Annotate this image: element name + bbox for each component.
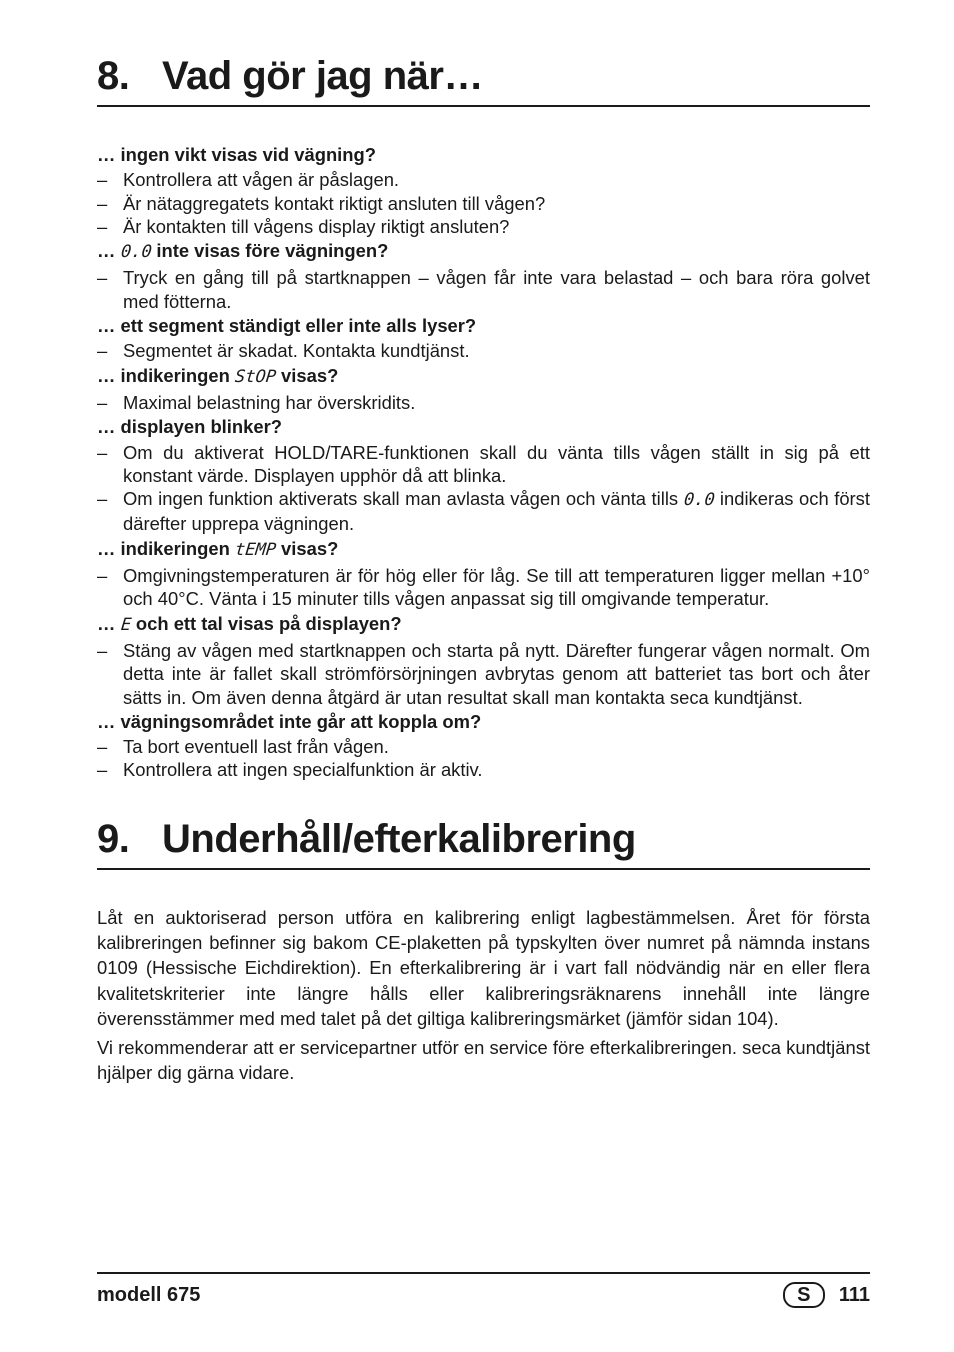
troubleshooting-list [97,142,870,782]
section-9-heading [97,817,870,870]
bullet-dash: – [97,736,108,758]
answer-item [97,487,870,536]
answer-item [97,391,870,414]
question-prefix: … [97,612,116,634]
answer-text-part: Om ingen funktion aktiverats skall man avlasta vågen och vänta tills [123,488,679,510]
question [97,537,870,562]
answer-text: Kontrollera att vågen är påslagen. [123,169,400,191]
display-segment-text: 0.0 [119,242,153,263]
bullet-dash: – [97,340,108,362]
question: … ingen vikt visas vid vägning? [97,144,376,165]
maintenance-text [97,905,870,1089]
bullet-dash: – [97,267,108,289]
language-badge: S [783,1282,825,1308]
bullet-dash: – [97,215,108,237]
answer-item [97,639,870,709]
answer-text: Är nätaggregatets kontakt riktigt ansluten till vågen? [123,192,546,214]
display-segment-text: tEMP [233,539,278,560]
question-prefix: … [97,240,116,262]
answer-item [97,735,870,758]
question-suffix: visas? [281,364,339,386]
section-number: 9. [97,817,130,861]
display-segment-text: 0.0 [682,490,716,511]
answer-item [97,758,870,781]
paragraph: Låt en auktoriserad person utföra en kalibrering enligt lagbestämmelsen. Året för första kalibreringen befinner sig bakom CE-plaketten på typskylten över numret på nämnda instans 0109 (Hessische Eichdirektion). En efterkalibrering är i vart fall nödvändig när en eller flera kvalitetskriterier inte längre hålls eller kalibreringsräknarens innehåll inte längre överensstämmer med med talet på det giltiga kalibreringsmärket (jämför sidan 104). [97,907,870,1029]
bullet-dash: – [97,192,108,214]
answer-text: Stäng av vågen med startknappen och starta på nytt. Därefter fungerar vågen normalt. Om detta inte är fallet skall strömförsörjningen avbrytas genom att batteriet tas bort och åter sätts in. Om även denna åtgärd är utan resultat skall man kontakta seca kundtjänst. [123,639,870,708]
answer-text-part: indikeras och först därefter upprepa vägningen. [123,488,870,535]
question-prefix: … indikeringen [97,537,230,559]
page-footer [97,1272,870,1306]
answer-item [97,215,870,238]
section-title: Vad gör jag när… [162,54,483,98]
answer-item [97,441,870,488]
question [97,239,870,264]
bullet-dash: – [97,391,108,413]
question [97,364,870,389]
question: … displayen blinker? [97,416,282,438]
bullet-dash: – [97,441,108,463]
question: … vägningsområdet inte går att koppla om? [97,710,482,732]
answer-item [97,266,870,313]
answer-text: Maximal belastning har överskridits. [123,391,416,413]
footer-right [783,1282,870,1308]
answer-text: Tryck en gång till på startknappen – vågen får inte vara belastad – och bara röra golvet med fötterna. [123,267,870,312]
bullet-dash: – [97,488,108,510]
answer-item [97,564,870,611]
answer-text: Ta bort eventuell last från vågen. [123,736,389,758]
question: … ett segment ständigt eller inte alls lyser? [97,315,477,337]
model-label: modell 675 [97,1284,201,1306]
answer-text: Om du aktiverat HOLD/TARE-funktionen skall du vänta tills vågen ställt in sig på ett konstant värde. Displayen upphör då att blinka. [123,441,870,486]
answer-text: Segmentet är skadat. Kontakta kundtjänst. [123,340,470,362]
answer-text [123,487,870,536]
bullet-dash: – [97,639,108,661]
answer-item [97,168,870,191]
answer-item [97,339,870,362]
display-segment-text: StOP [233,366,278,387]
question-suffix: inte visas före vägningen? [156,240,389,262]
section-title: Underhåll/efterkalibrering [162,817,636,861]
question-prefix: … indikeringen [97,364,230,386]
bullet-dash: – [97,565,108,587]
answer-text: Omgivningstemperaturen är för hög eller för låg. Se till att temperaturen ligger mellan +10° och 40°C. Vänta i 15 minuter tills vågen anpassat sig till omgivande temperatur. [123,565,870,610]
question [97,612,870,637]
bullet-dash: – [97,169,108,191]
question-suffix: visas? [281,537,339,559]
paragraph: Vi rekommenderar att er servicepartner utför en service före efterkalibreringen. seca kundtjänst hjälper dig gärna vidare. [97,1037,870,1084]
question-suffix: och ett tal visas på displayen? [135,612,402,634]
bullet-dash: – [97,759,108,781]
display-segment-text: E [119,614,132,635]
answer-item [97,192,870,215]
answer-text: Är kontakten till vågens display riktigt ansluten? [123,215,510,237]
section-8-heading [97,54,870,107]
section-number: 8. [97,54,130,98]
page-number: 111 [838,1283,870,1306]
answer-text: Kontrollera att ingen specialfunktion är aktiv. [123,759,483,781]
